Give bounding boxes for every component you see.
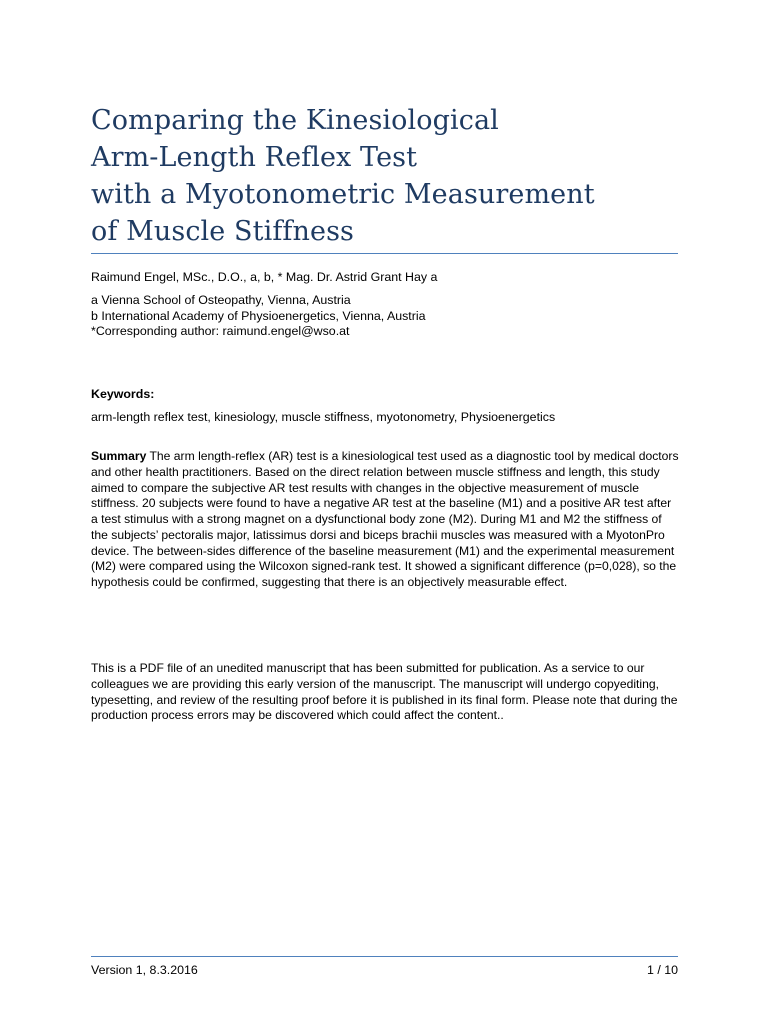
footer-version: Version 1, 8.3.2016 <box>91 963 198 977</box>
corresponding-author: *Corresponding author: raimund.engel@wso.at <box>91 324 350 339</box>
disclaimer-paragraph: This is a PDF file of an unedited manuscript that has been submitted for publication. As a service to our colleagues we are providing this early version of the manuscript. The manuscript will undergo copyediting, typesetting, and review of the resulting proof before it is published in its final form. Please note that during the production process errors may be discovered which could affect the content.. <box>91 661 678 723</box>
title-line-2: Arm-Length Reflex Test <box>91 142 418 173</box>
summary-paragraph <box>91 449 681 591</box>
author-line: Raimund Engel, MSc., D.O., a, b, * Mag. Dr. Astrid Grant Hay a <box>91 270 438 284</box>
summary-body: The arm length-reflex (AR) test is a kinesiological test used as a diagnostic tool by medical doctors and other health practitioners. Based on the direct relation between muscle stiffness and length, this study aimed to compare the subjective AR test results with changes in the objective measurement of muscle stiffness. 20 subjects were found to have a negative AR test at the baseline (M1) and a positive AR test after a test stimulus with a strong magnet on a dysfunctional body zone (M2). During M1 and M2 the stiffness of the subjects’ pectoralis major, latissimus dorsi and biceps brachii muscles was measured with a MyotonPro device. The between-sides difference of the baseline measurement (M1) and the experimental measurement (M2) were compared using the Wilcoxon signed-rank test. It showed a significant difference (p=0,028), so the hypothesis could be confirmed, suggesting that there is an objectively measurable effect. <box>91 449 679 589</box>
footer-divider <box>91 956 678 957</box>
paper-title <box>91 102 691 250</box>
affiliations <box>91 293 426 340</box>
affiliation-a: a Vienna School of Osteopathy, Vienna, Austria <box>91 293 351 307</box>
title-divider <box>91 253 678 254</box>
footer-page-number: 1 / 10 <box>646 963 678 977</box>
summary-label: Summary <box>91 449 147 463</box>
title-line-3: with a Myotonometric Measurement <box>91 179 595 210</box>
title-line-4: of Muscle Stiffness <box>91 216 354 247</box>
affiliation-b: b International Academy of Physioenergetics, Vienna, Austria <box>91 308 426 323</box>
title-line-1: Comparing the Kinesiological <box>91 105 499 136</box>
keywords-list: arm-length reflex test, kinesiology, muscle stiffness, myotonometry, Physioenergetics <box>91 410 556 424</box>
keywords-heading: Keywords: <box>91 387 155 401</box>
